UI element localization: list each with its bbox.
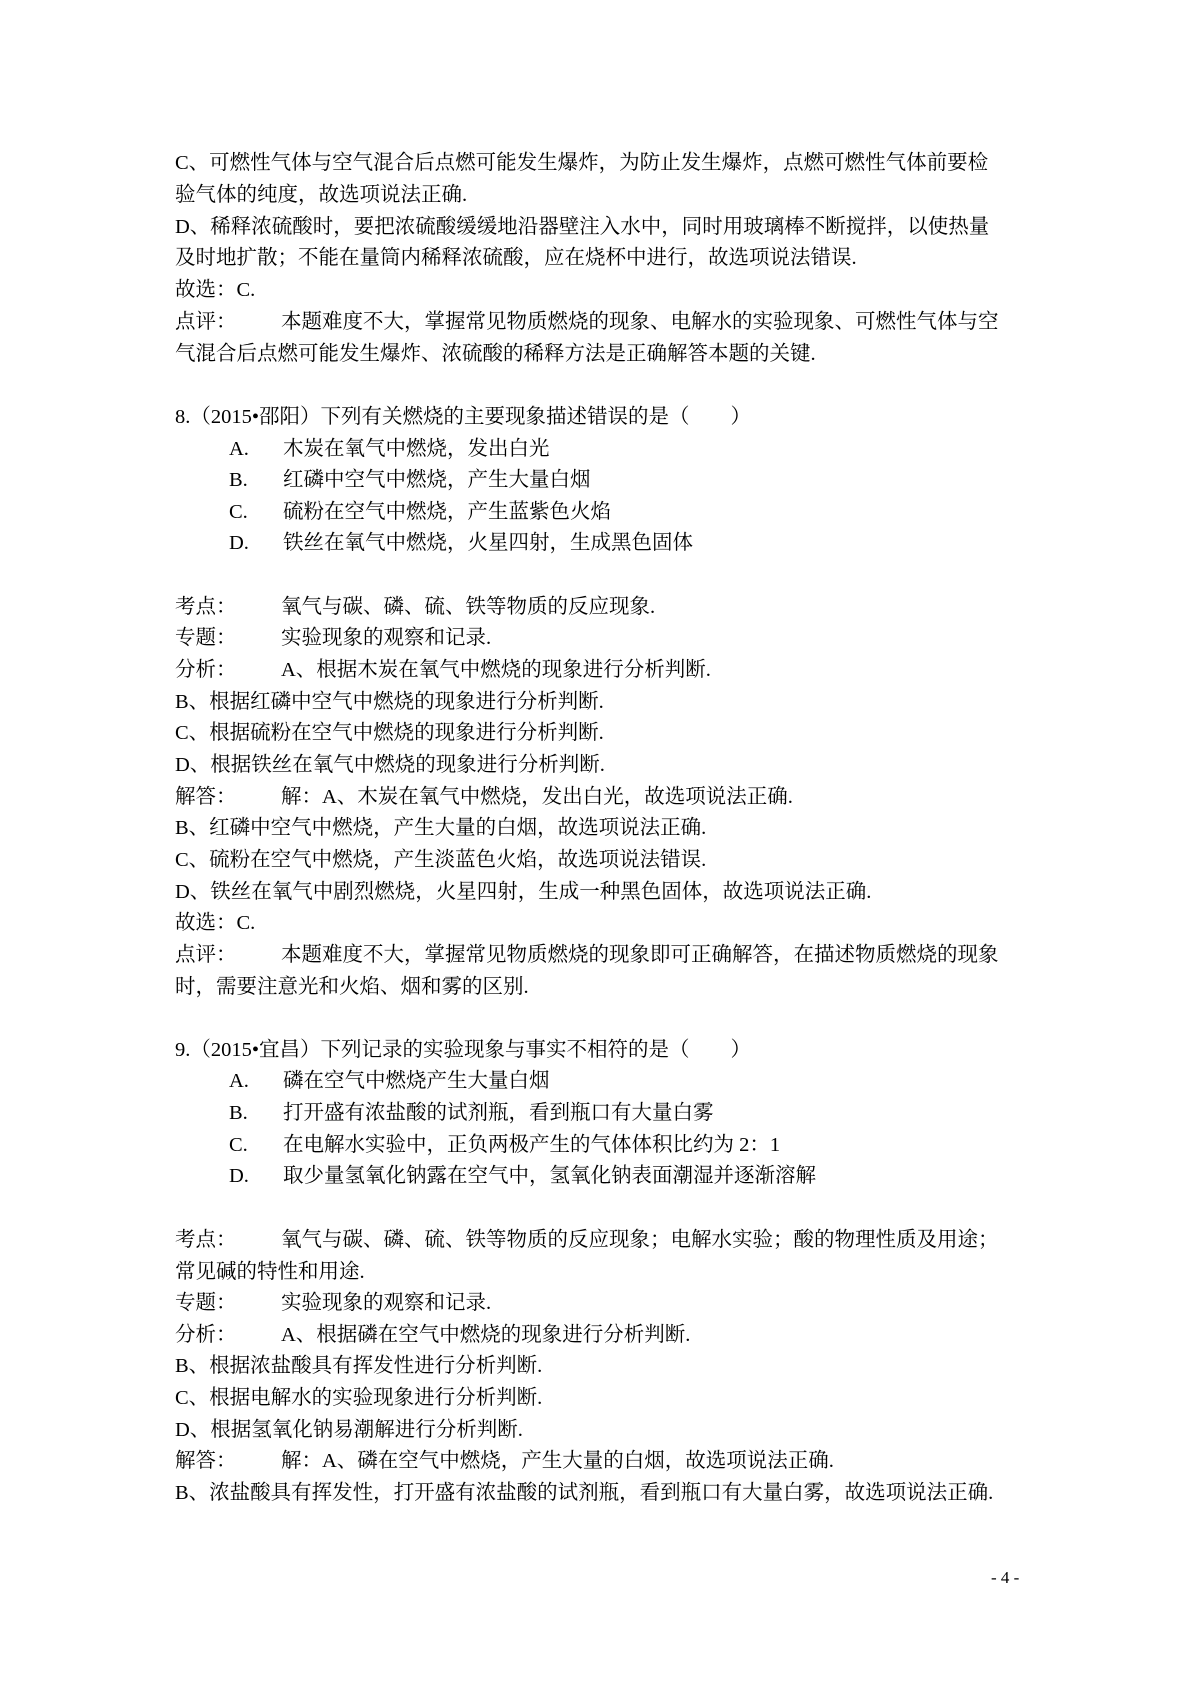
q8-fenxi [175, 655, 711, 685]
q8-choice: 故选：C. [175, 912, 256, 934]
q9-jieda-b: B、浓盐酸具有挥发性，打开盛有浓盐酸的试剂瓶，看到瓶口有大量白雾，故选项说法正确. [175, 1482, 994, 1504]
q9-fenxi-c: C、根据电解水的实验现象进行分析判断. [175, 1387, 543, 1409]
q9-fenxi [175, 1320, 690, 1350]
prev-answer-c-line2: 验气体的纯度，故选项说法正确. [175, 184, 468, 206]
q9-zhuanti-text: 实验现象的观察和记录. [281, 1292, 492, 1314]
prev-answer-c-line1: C、可燃性气体与空气混合后点燃可能发生爆炸，为防止发生爆炸，点燃可燃性气体前要检 [175, 152, 989, 174]
prev-choice: 故选：C. [175, 279, 256, 301]
q8-dianping-line2: 时，需要注意光和火焰、烟和雾的区别. [175, 976, 529, 998]
page-number: - 4 - [991, 1568, 1020, 1587]
q8-dianping-text: 本题难度不大，掌握常见物质燃烧的现象即可正确解答，在描述物质燃烧的现象 [281, 944, 999, 966]
q9-fenxi-b: B、根据浓盐酸具有挥发性进行分析判断. [175, 1355, 543, 1377]
comment-label: 点评： [175, 311, 237, 333]
q9-fenxi-label: 分析： [175, 1324, 237, 1346]
q8-zhuanti [175, 623, 491, 653]
q8-option-d-letter: D. [229, 532, 249, 554]
q8-dianping-label: 点评： [175, 944, 237, 966]
q8-fenxi-b: B、根据红磷中空气中燃烧的现象进行分析判断. [175, 691, 604, 713]
prev-answer-d-line2: 及时地扩散；不能在量筒内稀释浓硫酸，应在烧杯中进行，故选项说法错误. [175, 247, 857, 269]
q8-fenxi-c: C、根据硫粉在空气中燃烧的现象进行分析判断. [175, 722, 604, 744]
q9-jieda [175, 1446, 834, 1476]
q9-option-d-letter: D. [229, 1165, 249, 1187]
q8-zhuanti-label: 专题： [175, 627, 237, 649]
q9-stem: 9.（2015•宜昌）下列记录的实验现象与事实不相符的是（ ） [175, 1039, 752, 1061]
q9-fenxi-a: A、根据磷在空气中燃烧的现象进行分析判断. [281, 1324, 691, 1346]
prev-answer-d-line1: D、稀释浓硫酸时，要把浓硫酸缓缓地沿器壁注入水中，同时用玻璃棒不断搅拌，以使热量 [175, 216, 990, 238]
q9-fenxi-d: D、根据氢氧化钠易潮解进行分析判断. [175, 1419, 523, 1441]
q8-option-c-letter: C. [229, 501, 248, 523]
q9-kaodian-line2: 常见碱的特性和用途. [175, 1261, 365, 1283]
q8-zhuanti-text: 实验现象的观察和记录. [281, 627, 492, 649]
q9-zhuanti-label: 专题： [175, 1292, 237, 1314]
q9-option-a-text: 磷在空气中燃烧产生大量白烟 [283, 1070, 550, 1092]
q9-kaodian-label: 考点： [175, 1229, 237, 1251]
prev-comment-line2: 气混合后点燃可能发生爆炸、浓硫酸的稀释方法是正确解答本题的关键. [175, 343, 816, 365]
q8-option-b-text: 红磷中空气中燃烧，产生大量白烟 [283, 469, 591, 491]
q9-option-a-letter: A. [229, 1070, 249, 1092]
q8-jieda-label: 解答： [175, 786, 237, 808]
q9-zhuanti [175, 1288, 491, 1318]
q9-option-d-text: 取少量氢氧化钠露在空气中，氢氧化钠表面潮湿并逐渐溶解 [283, 1165, 816, 1187]
q8-kaodian-text: 氧气与碳、磷、硫、铁等物质的反应现象. [281, 596, 656, 618]
q8-fenxi-a: A、根据木炭在氧气中燃烧的现象进行分析判断. [281, 659, 711, 681]
q9-kaodian-text: 氧气与碳、磷、硫、铁等物质的反应现象；电解水实验；酸的物理性质及用途； [281, 1229, 999, 1251]
q9-jieda-label: 解答： [175, 1450, 237, 1472]
q8-dianping [175, 940, 999, 970]
q8-jieda [175, 782, 793, 812]
prev-comment-line1 [175, 307, 999, 337]
comment-text: 本题难度不大，掌握常见物质燃烧的现象、电解水的实验现象、可燃性气体与空 [281, 311, 999, 333]
q9-option-c-letter: C. [229, 1134, 248, 1156]
q8-fenxi-d: D、根据铁丝在氧气中燃烧的现象进行分析判断. [175, 754, 605, 776]
q8-jieda-b: B、红磷中空气中燃烧，产生大量的白烟，故选项说法正确. [175, 817, 707, 839]
q8-jieda-c: C、硫粉在空气中燃烧，产生淡蓝色火焰，故选项说法错误. [175, 849, 707, 871]
q8-option-a-text: 木炭在氧气中燃烧，发出白光 [283, 438, 550, 460]
q8-kaodian [175, 592, 655, 622]
q9-option-b-text: 打开盛有浓盐酸的试剂瓶，看到瓶口有大量白雾 [283, 1102, 714, 1124]
q8-jieda-d: D、铁丝在氧气中剧烈燃烧，火星四射，生成一种黑色固体，故选项说法正确. [175, 881, 872, 903]
q8-stem: 8.（2015•邵阳）下列有关燃烧的主要现象描述错误的是（ ） [175, 406, 752, 428]
q8-kaodian-label: 考点： [175, 596, 237, 618]
q9-option-b-letter: B. [229, 1102, 248, 1124]
q8-fenxi-label: 分析： [175, 659, 237, 681]
q9-option-c-text: 在电解水实验中，正负两极产生的气体体积比约为 2：1 [283, 1134, 781, 1156]
q8-option-d-text: 铁丝在氧气中燃烧，火星四射，生成黑色固体 [283, 532, 693, 554]
q8-jieda-a: 解：A、木炭在氧气中燃烧，发出白光，故选项说法正确. [281, 786, 793, 808]
q9-jieda-a: 解：A、磷在空气中燃烧，产生大量的白烟，故选项说法正确. [281, 1450, 834, 1472]
q8-option-a-letter: A. [229, 438, 249, 460]
q9-kaodian [175, 1225, 999, 1255]
q8-option-b-letter: B. [229, 469, 248, 491]
q8-option-c-text: 硫粉在空气中燃烧，产生蓝紫色火焰 [283, 501, 611, 523]
